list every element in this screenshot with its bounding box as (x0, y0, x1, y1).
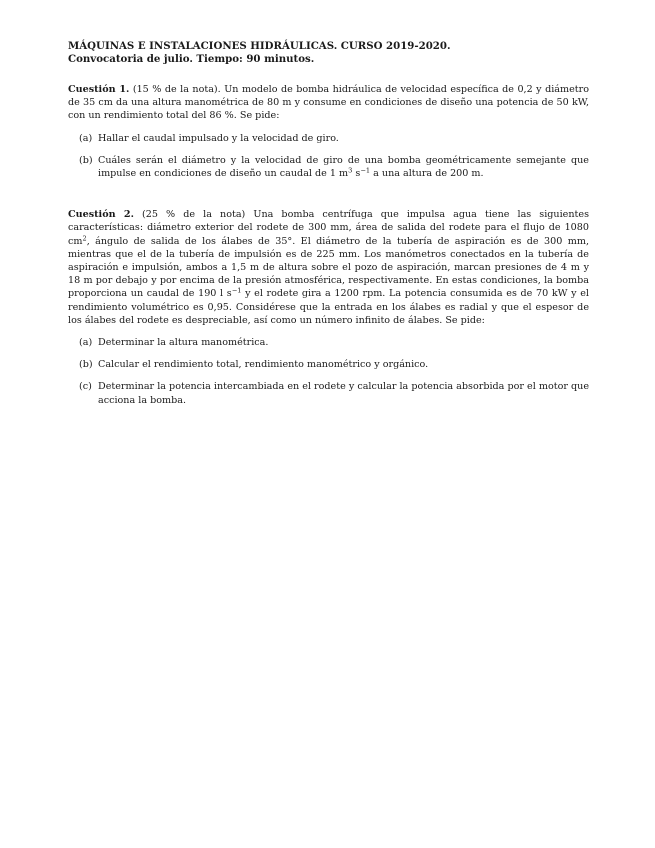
question-2-item-b (68, 358, 589, 371)
question-2-text: (25 % de la nota) Una bomba centrífuga que impulsa agua tiene las siguientes características: diámetro exterior del rodete de 300 mm, área de salida del rodete para el flujo de 1080 cm (68, 209, 589, 247)
item-label: (c) (79, 381, 92, 393)
superscript: 3 (348, 166, 353, 175)
exam-title: MÁQUINAS E INSTALACIONES HIDRÁULICAS. CURSO 2019-2020. (68, 40, 451, 52)
question-1-items (68, 132, 589, 181)
item-text: Determinar la altura manométrica. (98, 337, 269, 349)
question-2-text: y el rodete gira a 1200 rpm. La potencia consumida es de 70 kW y el rendimiento volumétrico es 0,95. Considérese que la entrada en los álabes es radial y que el espesor de los álabes del rodete es despreciable, así como un número infinito de álabes. Se pide: (68, 288, 589, 326)
superscript: −1 (231, 286, 242, 295)
question-2 (68, 208, 589, 327)
item-text: a una altura de 200 m. (370, 168, 484, 180)
question-2-items (68, 336, 589, 407)
item-text: s (352, 168, 361, 180)
question-1-text: (15 % de la nota). Un modelo de bomba hidráulica de velocidad específica de 0,2 y diámetro de 35 cm da una altura manométrica de 80 m y consume en condiciones de diseño una potencia de 50 kW, con un rendimiento total del 86 %. Se pide: (68, 84, 590, 122)
item-text: Hallar el caudal impulsado y la velocidad de giro. (98, 132, 339, 144)
question-1-item-a (68, 132, 589, 145)
exam-page (68, 40, 589, 407)
question-1 (68, 83, 589, 123)
item-label: (a) (79, 337, 93, 349)
exam-subtitle: Convocatoria de julio. Tiempo: 90 minutos. (68, 53, 315, 65)
item-label: (a) (79, 132, 93, 144)
question-2-text: , ángulo de salida de los álabes de 35°. El diámetro de la tubería de aspiración es de 300 mm, mientras que el de la tubería de impulsión es de 225 mm. Los manómetros conectados en la tubería de aspiración e impulsión, ambos a 1,5 m de altura sobre el pozo de aspiración, marcan presiones de 4 m y 18 m por debajo y por encima de la presión atmosférica, respectivamente. En estas condiciones, la bomba proporciona un caudal de 190 l s (68, 235, 589, 300)
question-1-title: Cuestión 1. (68, 84, 130, 95)
item-text: Determinar la potencia intercambiada en el rodete y calcular la potencia absorbida por el motor que acciona la bomba. (98, 381, 589, 406)
item-text: Calcular el rendimiento total, rendimiento manométrico y orgánico. (98, 359, 429, 371)
item-label: (b) (79, 154, 93, 166)
question-2-item-c (68, 380, 589, 406)
superscript: −1 (360, 166, 371, 175)
question-2-title: Cuestión 2. (68, 209, 134, 221)
superscript: 2 (82, 234, 87, 243)
question-2-item-a (68, 336, 589, 349)
item-text: Cuáles serán el diámetro y la velocidad de giro de una bomba geométricamente semejante que impulse en condiciones de diseño un caudal de 1 m (98, 154, 589, 180)
question-1-item-b (68, 154, 589, 180)
item-label: (b) (79, 359, 93, 371)
